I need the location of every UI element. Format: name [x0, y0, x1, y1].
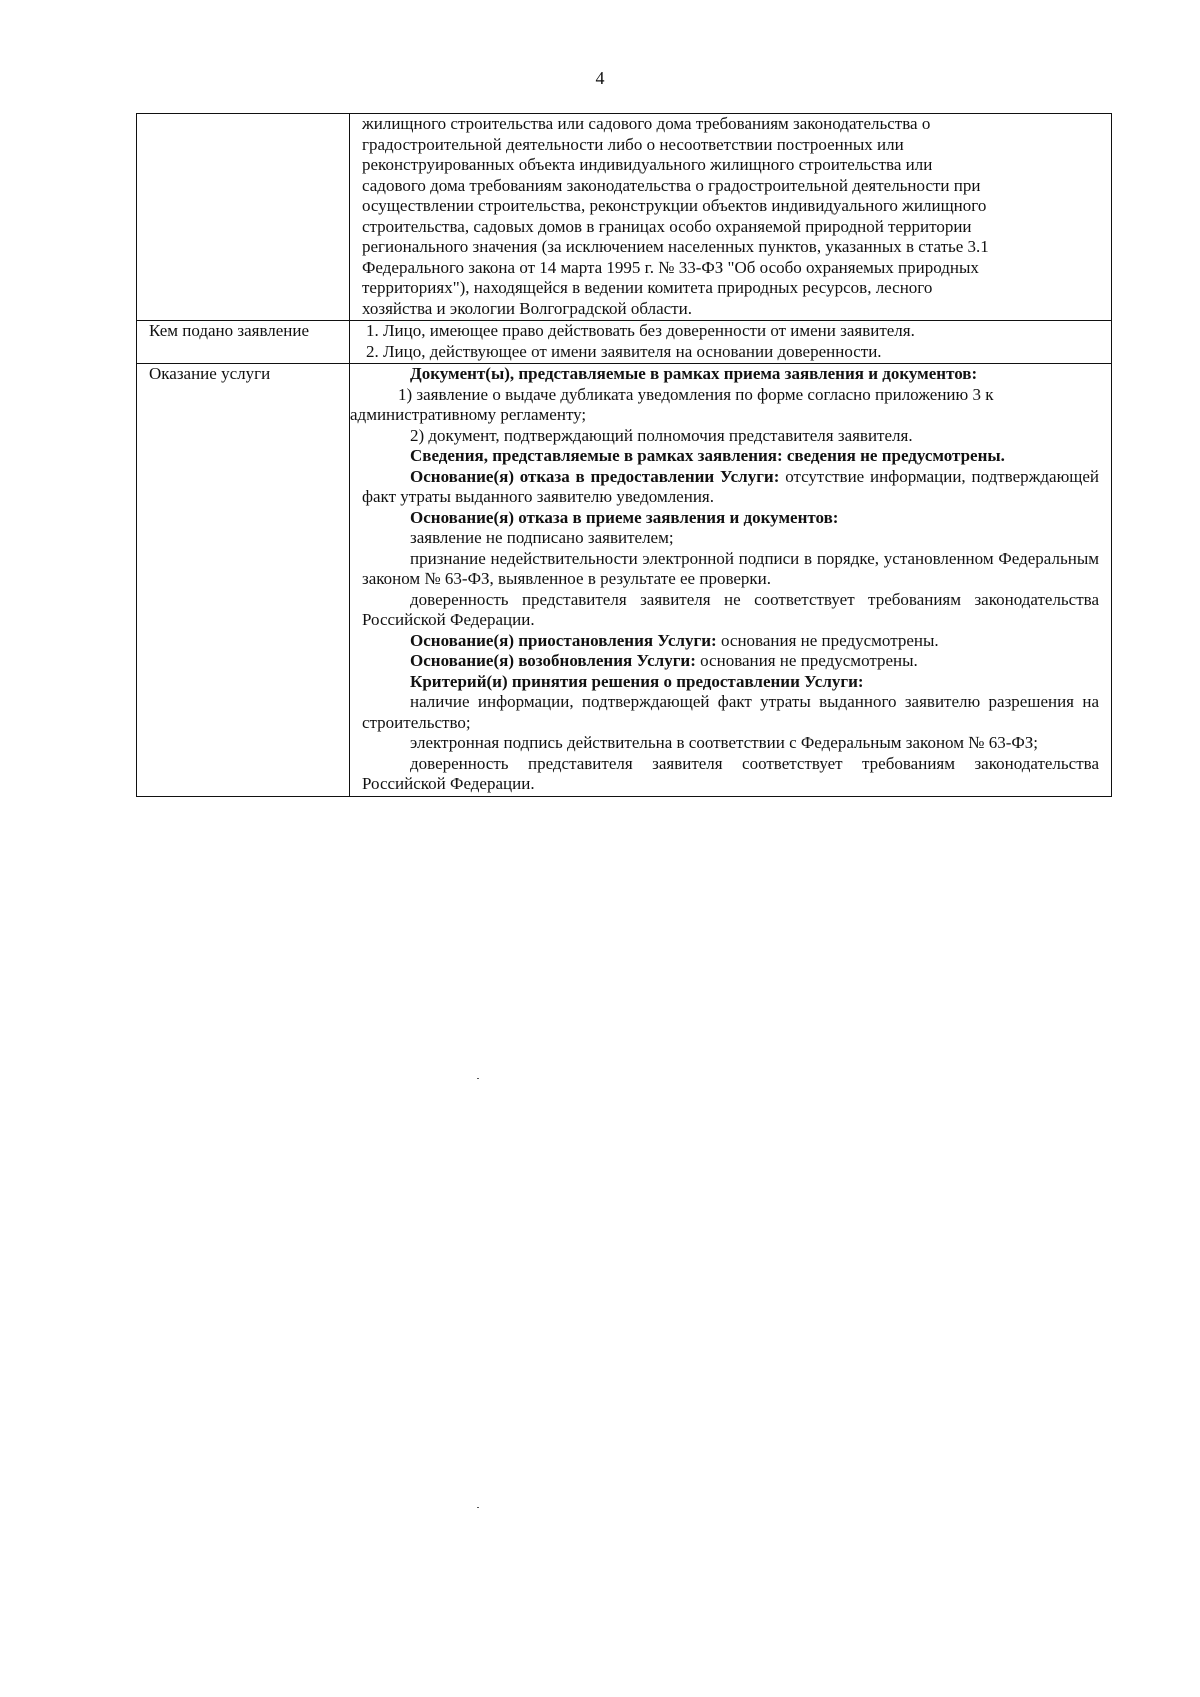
criteria-heading: Критерий(и) принятия решения о предоставлении Услуги:: [410, 671, 864, 691]
page-number: 4: [595, 68, 605, 88]
scan-speck: [477, 1507, 479, 1508]
info-heading: Сведения, представляемые в рамках заявления: сведения не предусмотрены.: [410, 446, 1005, 465]
criteria-item: электронная подпись действительна в соответствии с Федеральным законом № 63-ФЗ;: [410, 733, 1039, 752]
table-row: [137, 321, 1112, 364]
reject-item: признание недействительности электронной подписи в порядке, установленном Федеральным законом № 63-ФЗ, выявленное в результате ее проверки.: [362, 548, 1099, 588]
continuation-line: строительства, садовых домов в границах особо охраняемой природной территории: [362, 216, 972, 236]
continuation-line: регионального значения (за исключением населенных пунктов, указанных в статье 3.1: [362, 237, 989, 256]
continuation-line: хозяйства и экологии Волгоградской области.: [362, 298, 692, 318]
reject-heading: Основание(я) отказа в приеме заявления и документов:: [410, 507, 839, 527]
table-row: [137, 364, 1112, 797]
service-cell: [350, 364, 1112, 797]
service-table: [136, 113, 1112, 797]
continuation-line: Федерального закона от 14 марта 1995 г. № 33-ФЗ "Об особо охраняемых природных: [362, 257, 979, 277]
continuation-line: жилищного строительства или садового дома требованиям законодательства о: [362, 114, 931, 133]
criteria-item: наличие информации, подтверждающей факт утраты выданного заявителю разрешения на строительство;: [362, 692, 1099, 732]
continuation-cell: [350, 114, 1112, 321]
resume-paragraph: Основание(я) возобновления Услуги: основания не предусмотрены.: [410, 651, 918, 670]
applicant-label: Кем подано заявление: [137, 321, 350, 364]
applicant-item: 1. Лицо, имеющее право действовать без доверенности от имени заявителя.: [366, 321, 915, 340]
reject-item: доверенность представителя заявителя не соответствует требованиям законодательства Российской Федерации.: [362, 589, 1099, 629]
applicant-item: 2. Лицо, действующее от имени заявителя на основании доверенности.: [366, 341, 882, 361]
continuation-line: осуществлении строительства, реконструкции объектов индивидуального жилищного: [362, 196, 987, 215]
continuation-line: градостроительной деятельности либо о несоответствии построенных или: [362, 134, 904, 154]
table-row: [137, 114, 1112, 321]
continuation-line: территориях"), находящейся в ведении комитета природных ресурсов, лесного: [362, 278, 933, 297]
applicant-cell: [350, 321, 1112, 364]
doc-item: 1) заявление о выдаче дубликата уведомления по форме согласно приложению 3 к административному регламенту;: [350, 384, 994, 424]
doc-item: 2) документ, подтверждающий полномочия представителя заявителя.: [410, 425, 913, 445]
refusal-paragraph: Основание(я) отказа в предоставлении Услуги: отсутствие информации, подтверждающей факт утраты выданного заявителю уведомления.: [362, 466, 1100, 506]
empty-label-cell: [137, 114, 350, 321]
docs-heading: Документ(ы), представляемые в рамках приема заявления и документов:: [410, 364, 978, 383]
continuation-line: реконструированных объекта индивидуального жилищного строительства или: [362, 155, 933, 174]
reject-item: заявление не подписано заявителем;: [410, 528, 674, 547]
criteria-item: доверенность представителя заявителя соответствует требованиям законодательства Российской Федерации.: [362, 753, 1099, 793]
service-label: Оказание услуги: [137, 364, 350, 797]
scan-speck: [477, 1078, 479, 1079]
suspend-paragraph: Основание(я) приостановления Услуги: основания не предусмотрены.: [410, 630, 939, 650]
continuation-line: садового дома требованиям законодательства о градостроительной деятельности при: [362, 175, 981, 195]
